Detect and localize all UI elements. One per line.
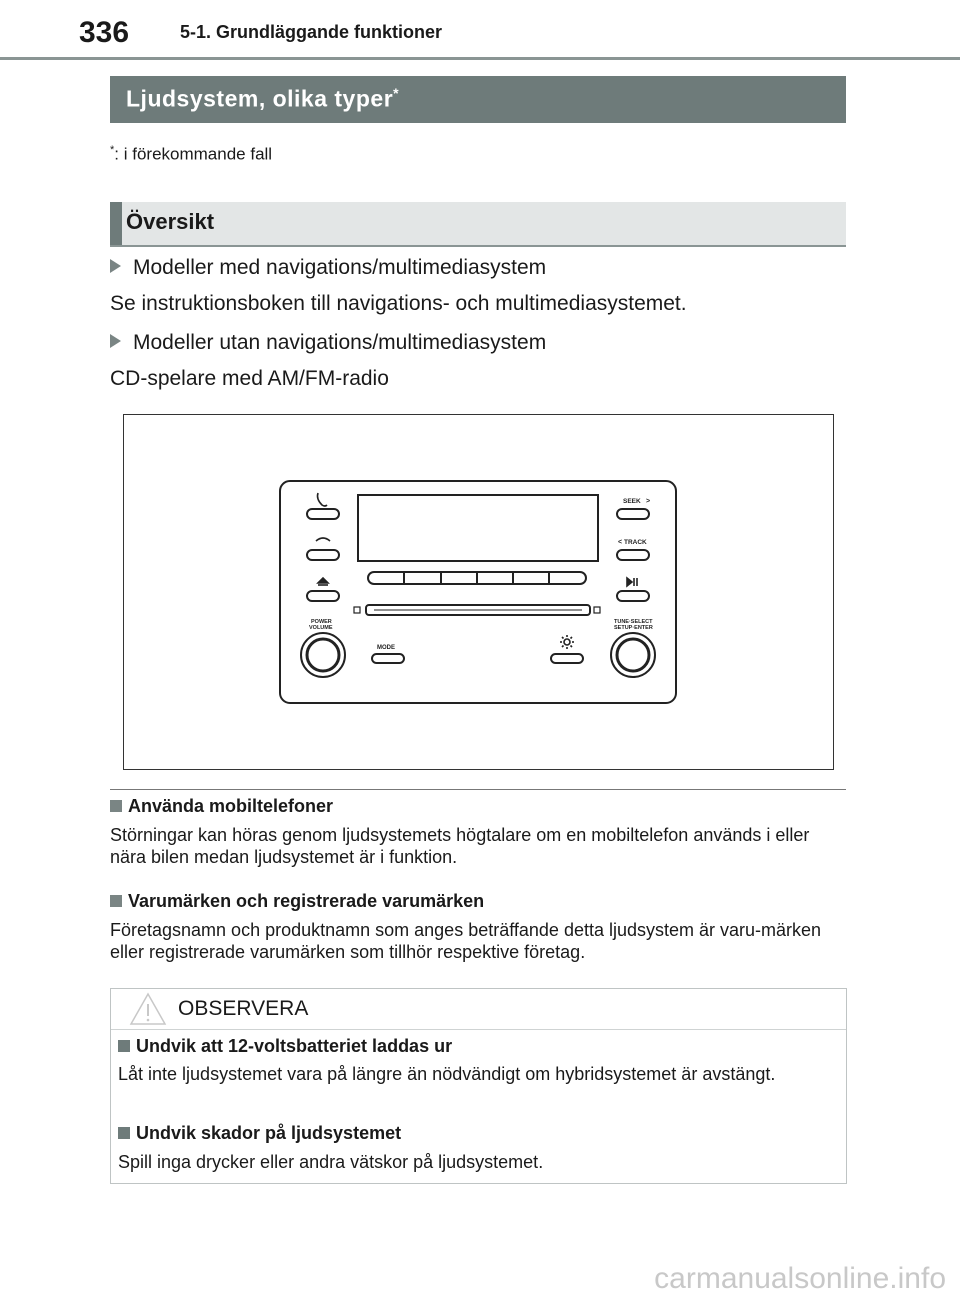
radio-panel-drawing [124, 415, 833, 769]
play-pause-icon [627, 578, 632, 586]
body-text: CD-spelare med AM/FM-radio [110, 367, 389, 390]
brightness-icon [560, 635, 574, 649]
overview-heading-bar [110, 202, 846, 247]
notice-item-heading [118, 1123, 401, 1144]
phone-button [307, 509, 339, 519]
setup-enter-label: SETUP·ENTER [614, 625, 653, 631]
mode-label: MODE [377, 645, 395, 651]
notice-item-heading [118, 1036, 452, 1057]
display-screen [358, 495, 598, 561]
section-heading [110, 891, 484, 912]
square-bullet-icon [118, 1040, 130, 1052]
notice-heading-text: Undvik skador på ljudsystemet [136, 1123, 402, 1143]
square-bullet-icon [118, 1127, 130, 1139]
body-text: Se instruktionsboken till navigations- och multimediasystemet. [110, 292, 687, 315]
footnote-marker: * [393, 85, 400, 101]
section-title-text: Ljudsystem, olika typer [126, 85, 394, 112]
seek-label: SEEK [623, 498, 641, 505]
radio-illustration [123, 414, 834, 770]
mode-button [372, 654, 404, 663]
header-divider [0, 57, 960, 60]
notice-box [110, 988, 847, 1184]
brightness-button [551, 654, 583, 663]
notice-item-text: Låt inte ljudsystemet vara på längre än nödvändigt om hybridsystemet är avstängt. [118, 1064, 776, 1084]
notice-heading-text: Undvik att 12-voltsbatteriet laddas ur [136, 1036, 453, 1056]
bullet-item [110, 331, 546, 355]
tune-select-label: TUNE·SELECT [614, 619, 653, 625]
track-button [617, 550, 649, 560]
notice-header [111, 989, 846, 1030]
page-number: 336 [79, 16, 130, 49]
chapter-title: 5-1. Grundläggande funktioner [180, 22, 443, 42]
bullet-item [110, 256, 546, 280]
section-divider [110, 789, 846, 790]
volume-label: VOLUME [309, 625, 333, 631]
triangle-bullet-icon [110, 334, 121, 348]
section-text: Företagsnamn och produktnamn som anges beträffande detta ljudsystem är varu-märken eller registrerade varumärken som tillhör respektive företag. [110, 920, 822, 962]
footnote [110, 144, 272, 165]
track-label: TRACK [624, 539, 647, 546]
section-heading-text: Använda mobiltelefoner [128, 796, 334, 816]
warning-icon [128, 990, 168, 1028]
eject-button [307, 591, 339, 601]
seek-button [617, 509, 649, 519]
bullet-text: Modeller utan navigations/multimediasystem [133, 331, 547, 354]
bullet-text: Modeller med navigations/multimediasystem [133, 256, 547, 279]
track-arrow-icon: < [618, 539, 623, 546]
watermark: carmanualsonline.info [654, 1262, 946, 1295]
heading-accent [110, 202, 122, 245]
hang-up-icon [316, 538, 330, 541]
section-text: Störningar kan höras genom ljudsystemets högtalare om en mobiltelefon används i eller nära bilen medan ljudsystemet är i funktion. [110, 825, 810, 867]
section-title [126, 85, 399, 113]
square-bullet-icon [110, 895, 122, 907]
section-heading-text: Varumärken och registrerade varumärken [128, 891, 485, 911]
triangle-bullet-icon [110, 259, 121, 273]
seek-arrow-icon: > [646, 498, 651, 505]
section-title-bar [110, 76, 846, 123]
power-label: POWER [311, 619, 332, 625]
phone-icon [318, 493, 328, 506]
hang-up-button [307, 550, 339, 560]
overview-heading: Översikt [126, 209, 215, 234]
eject-icon [318, 578, 328, 583]
footnote-mark: * [110, 144, 115, 156]
footnote-text: : i förekommande fall [114, 144, 273, 164]
notice-item-text: Spill inga drycker eller andra vätskor på ljudsystemet. [118, 1152, 544, 1172]
notice-title: OBSERVERA [178, 997, 309, 1020]
square-bullet-icon [110, 800, 122, 812]
play-pause-button [617, 591, 649, 601]
section-heading [110, 796, 333, 817]
